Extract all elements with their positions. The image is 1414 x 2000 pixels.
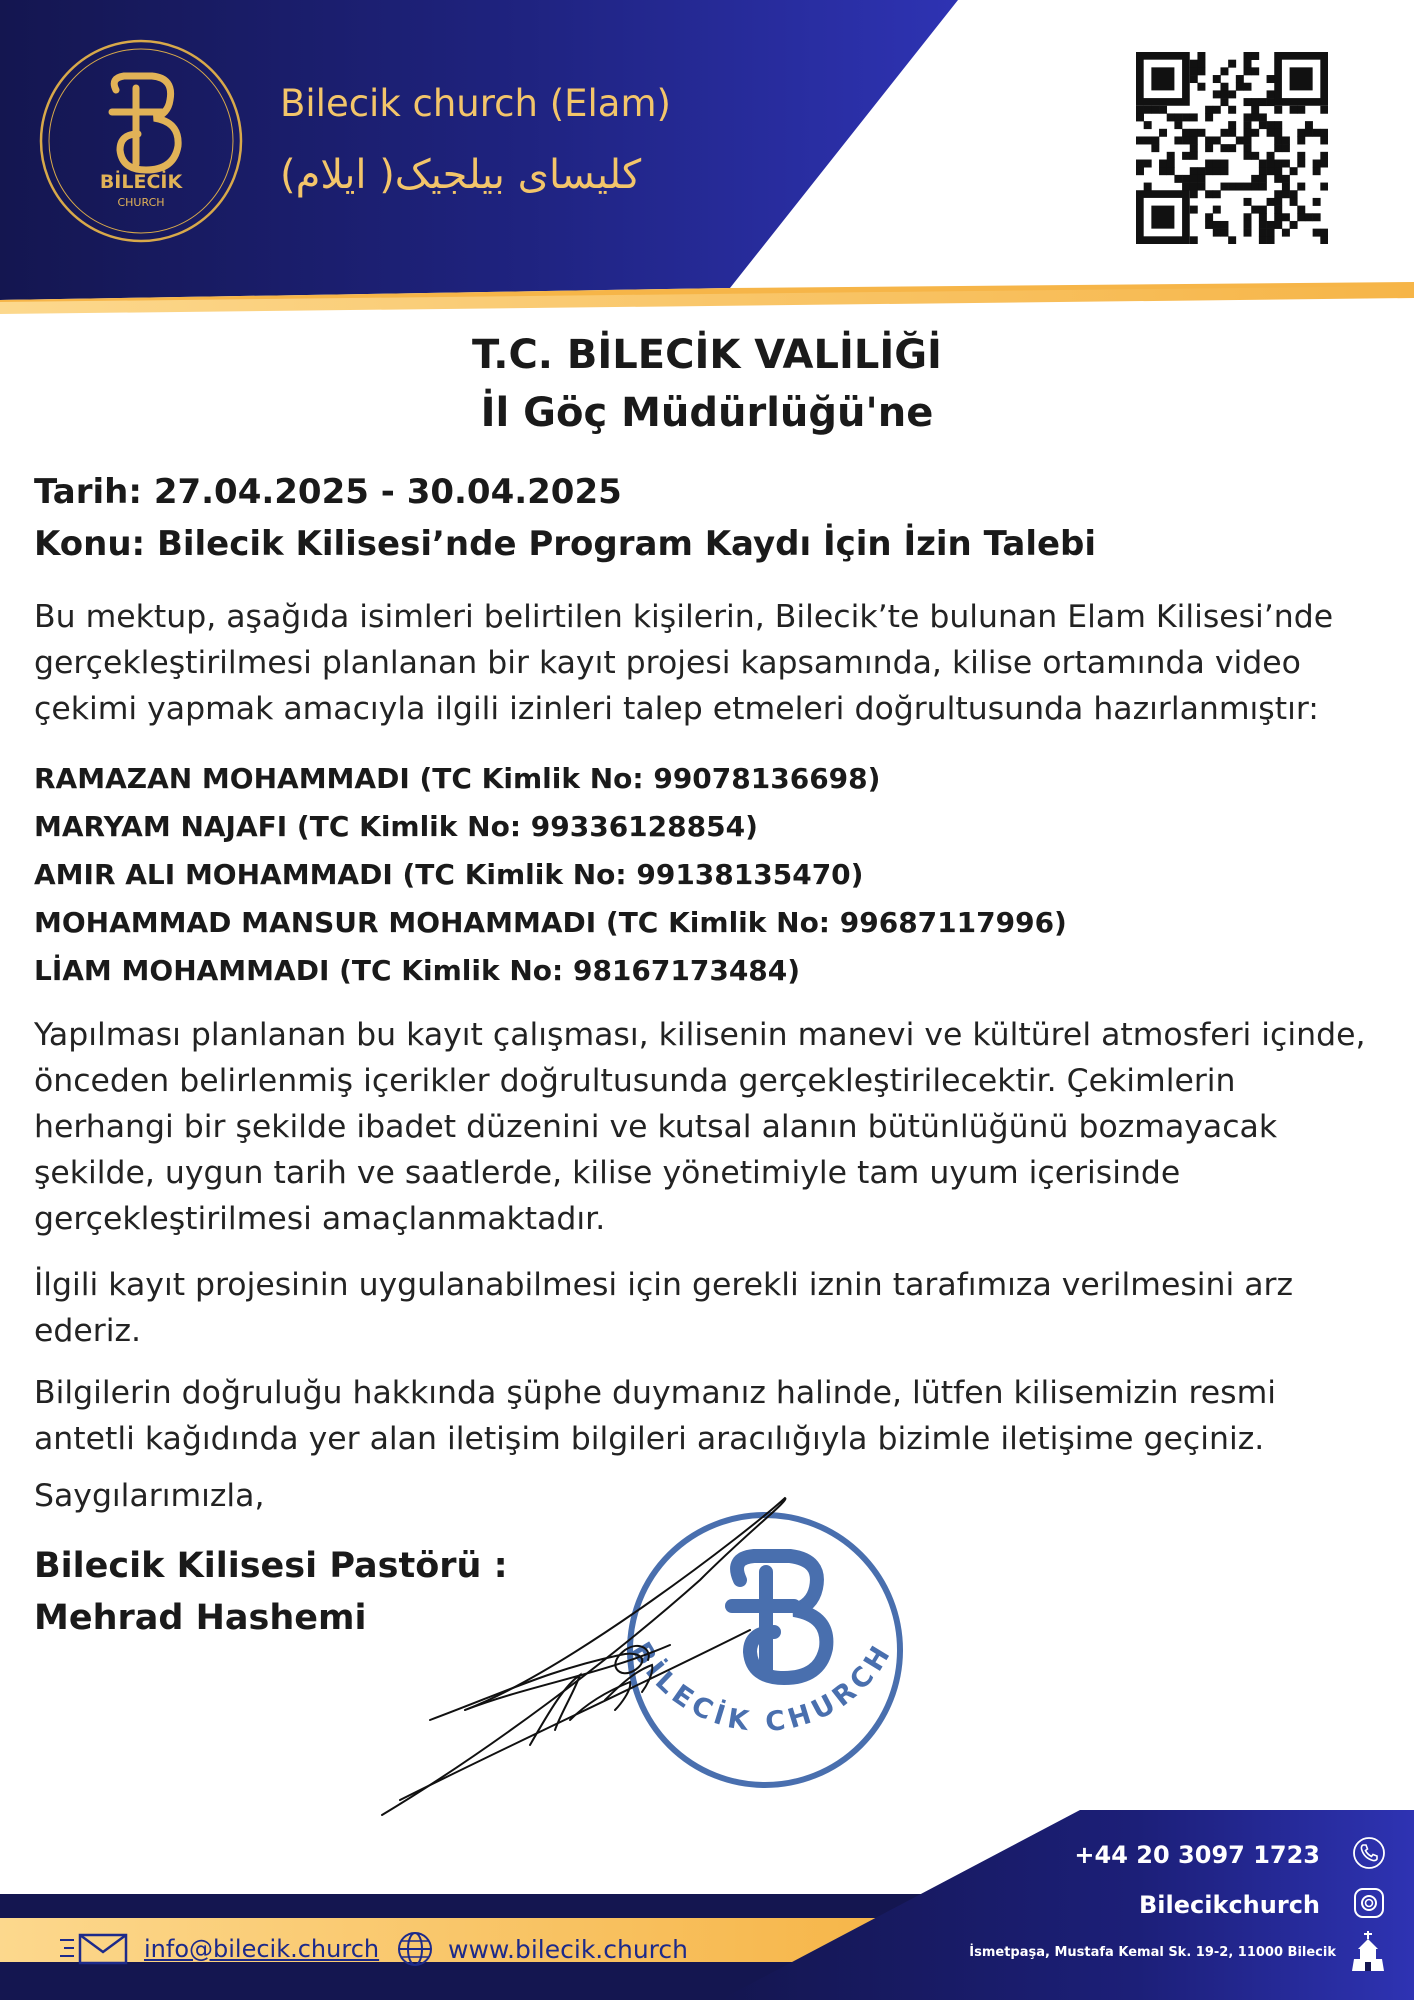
phone-icon <box>1352 1836 1386 1870</box>
signer-title: Bilecik Kilisesi Pastörü : <box>34 1546 508 1586</box>
contact-paragraph: Bilgilerin doğruluğu hakkında şüphe duymanız halinde, lütfen kilisemizin resmi antetli kağıdında yer alan iletişim bilgileri aracılığıyla bizimle iletişime geçiniz. <box>34 1375 1277 1457</box>
handwritten-signature <box>382 1498 785 1815</box>
person-item: RAMAZAN MOHAMMADI (TC Kimlik No: 99078136698) <box>34 762 881 795</box>
instagram-handle[interactable]: Bilecikchurch <box>1139 1891 1320 1919</box>
church-stamp <box>625 1515 900 1785</box>
globe-icon <box>396 1930 434 1968</box>
recipient-subtitle: İl Göç Müdürlüğü'ne <box>480 390 934 436</box>
logo-text-top: BİLECİK <box>99 171 183 193</box>
brand-name-english: Bilecik church (Elam) <box>280 82 671 125</box>
email-link[interactable]: info@bilecik.church <box>144 1935 380 1963</box>
church-logo <box>38 38 244 244</box>
person-item: MARYAM NAJAFI (TC Kimlik No: 99336128854) <box>34 810 758 843</box>
closing-salutation: Saygılarımızla, <box>34 1478 265 1514</box>
stamp-text: BİLECİK CHURCH <box>625 1636 900 1739</box>
brand-name-persian: کلیسای بیلجیک( ایلام) <box>280 152 642 198</box>
person-item: AMIR ALI MOHAMMADI (TC Kimlik No: 99138135470) <box>34 858 864 891</box>
person-item: MOHAMMAD MANSUR MOHAMMADI (TC Kimlik No: 99687117996) <box>34 906 1067 939</box>
logo-text-bottom: CHURCH <box>117 196 165 209</box>
qr-code[interactable] <box>1136 52 1328 244</box>
signature-and-stamp <box>370 1460 910 1830</box>
person-list <box>34 755 1067 995</box>
email-icon <box>58 1932 130 1966</box>
intro-paragraph: Bu mektup, aşağıda isimleri belirtilen kişilerin, Bilecik’te bulunan Elam Kilisesi’nde gerçekleştirilmesi planlanan bir kayıt projesi kapsamında, kilise ortamında video çekimi yapmak amacıyla ilgili izinleri talep etmeleri doğrultusunda hazırlanmıştır: <box>34 599 1334 727</box>
request-paragraph: İlgili kayıt projesinin uygulanabilmesi için gerekli iznin tarafımıza verilmesini arz ederiz. <box>34 1267 1294 1349</box>
phone-number[interactable]: +44 20 3097 1723 <box>1074 1841 1320 1869</box>
subject-line: Konu: Bilecik Kilisesi’nde Program Kaydı İçin İzin Talebi <box>34 524 1097 564</box>
recipient-title: T.C. BİLECİK VALİLİĞİ <box>472 332 942 378</box>
purpose-paragraph: Yapılması planlanan bu kayıt çalışması, kilisenin manevi ve kültürel atmosferi içinde, önceden belirlenmiş içerikler doğrultusunda gerçekleştirilecektir. Çekimlerin herhangi bir şekilde ibadet düzenini ve kutsal alanın bütünlüğünü bozmayacak şekilde, uygun tarih ve saatlerde, kilise yönetimiyle tam uyum içerisinde gerçekleştirilmesi amaçlanmaktadır. <box>34 1017 1366 1237</box>
instagram-icon <box>1352 1886 1386 1920</box>
person-item: LİAM MOHAMMADI (TC Kimlik No: 98167173484) <box>34 954 801 987</box>
date-line: Tarih: 27.04.2025 - 30.04.2025 <box>34 472 622 512</box>
letterhead-header <box>0 0 1414 320</box>
church-icon <box>1350 1930 1386 1972</box>
website-contact[interactable] <box>396 1930 688 1968</box>
email-contact[interactable] <box>58 1932 379 1966</box>
signer-name: Mehrad Hashemi <box>34 1598 367 1638</box>
church-address: İsmetpaşa, Mustafa Kemal Sk. 19-2, 11000 Bilecik <box>969 1945 1336 1960</box>
website-link[interactable]: www.bilecik.church <box>448 1934 689 1964</box>
